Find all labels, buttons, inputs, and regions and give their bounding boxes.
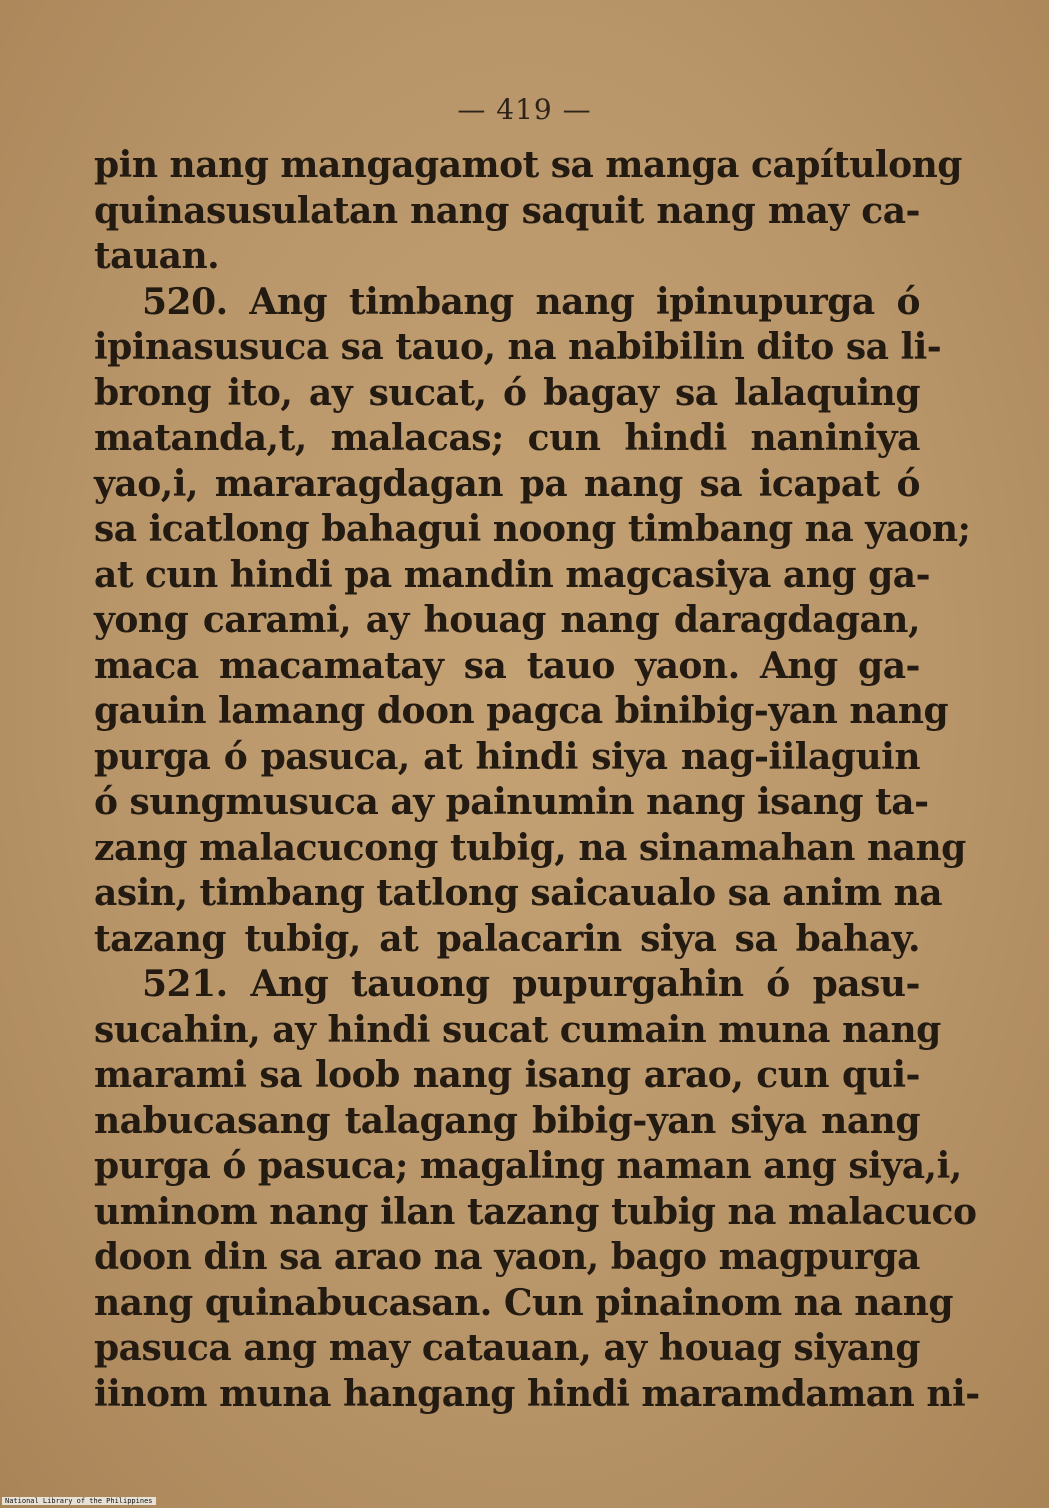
text-line: tauan.	[94, 235, 220, 277]
text-line: pasuca ang may catauan, ay houag siyang	[94, 1327, 920, 1369]
text-line: quinasusulatan nang saquit nang may ca-	[94, 189, 920, 232]
text-line: ipinasusuca sa tauo, na nabibilin dito sa li-	[94, 326, 942, 368]
text-line: tazang tubig, at palacarin siya sa bahay.	[94, 917, 920, 960]
text-line: yong carami, ay houag nang daragdagan,	[94, 599, 920, 641]
body-text	[94, 143, 980, 1417]
text-line: nang quinabucasan. Cun pinainom na nang	[94, 1281, 954, 1324]
text-line: iinom muna hangang hindi maramdaman ni-	[94, 1372, 980, 1415]
text-line: doon din sa arao na yaon, bago magpurga	[94, 1236, 920, 1278]
text-line: sa icatlong bahagui noong timbang na yaon;	[94, 508, 971, 550]
page-number: — 419 —	[457, 93, 592, 126]
text-line: matanda,t, malacas; cun hindi naniniya	[94, 417, 920, 459]
text-line: 520. Ang timbang nang ipinupurga ó	[142, 280, 920, 323]
text-line: sucahin, ay hindi sucat cumain muna nang	[94, 1008, 941, 1051]
text-line: nabucasang talagang bibig-yan siya nang	[94, 1099, 920, 1142]
text-line: brong ito, ay sucat, ó bagay sa lalaquing	[94, 371, 920, 414]
text-line: asin, timbang tatlong saicaualo sa anim na	[94, 872, 943, 914]
text-line: 521. Ang tauong pupurgahin ó pasu-	[142, 963, 920, 1005]
text-line: pin nang mangagamot sa manga capítulong	[94, 144, 962, 186]
text-line: at cun hindi pa mandin magcasiya ang ga-	[94, 553, 931, 596]
text-line: ó sungmusuca ay painumin nang isang ta-	[94, 781, 929, 823]
text-line: zang malacucong tubig, na sinamahan nang	[94, 826, 966, 869]
text-line: purga ó pasuca; magaling naman ang siya,i,	[94, 1145, 962, 1187]
text-line: purga ó pasuca, at hindi siya nag-iilaguin	[94, 735, 920, 778]
text-line: yao,i, mararagdagan pa nang sa icapat ó	[94, 462, 920, 505]
text-line: gauin lamang doon pagca binibig-yan nang	[94, 690, 949, 732]
library-credit: National Library of the Philippines	[2, 1497, 156, 1505]
text-line: marami sa loob nang isang arao, cun qui-	[94, 1054, 920, 1096]
text-line: maca macamatay sa tauo yaon. Ang ga-	[94, 644, 920, 687]
text-line: uminom nang ilan tazang tubig na malacuco	[94, 1190, 977, 1233]
